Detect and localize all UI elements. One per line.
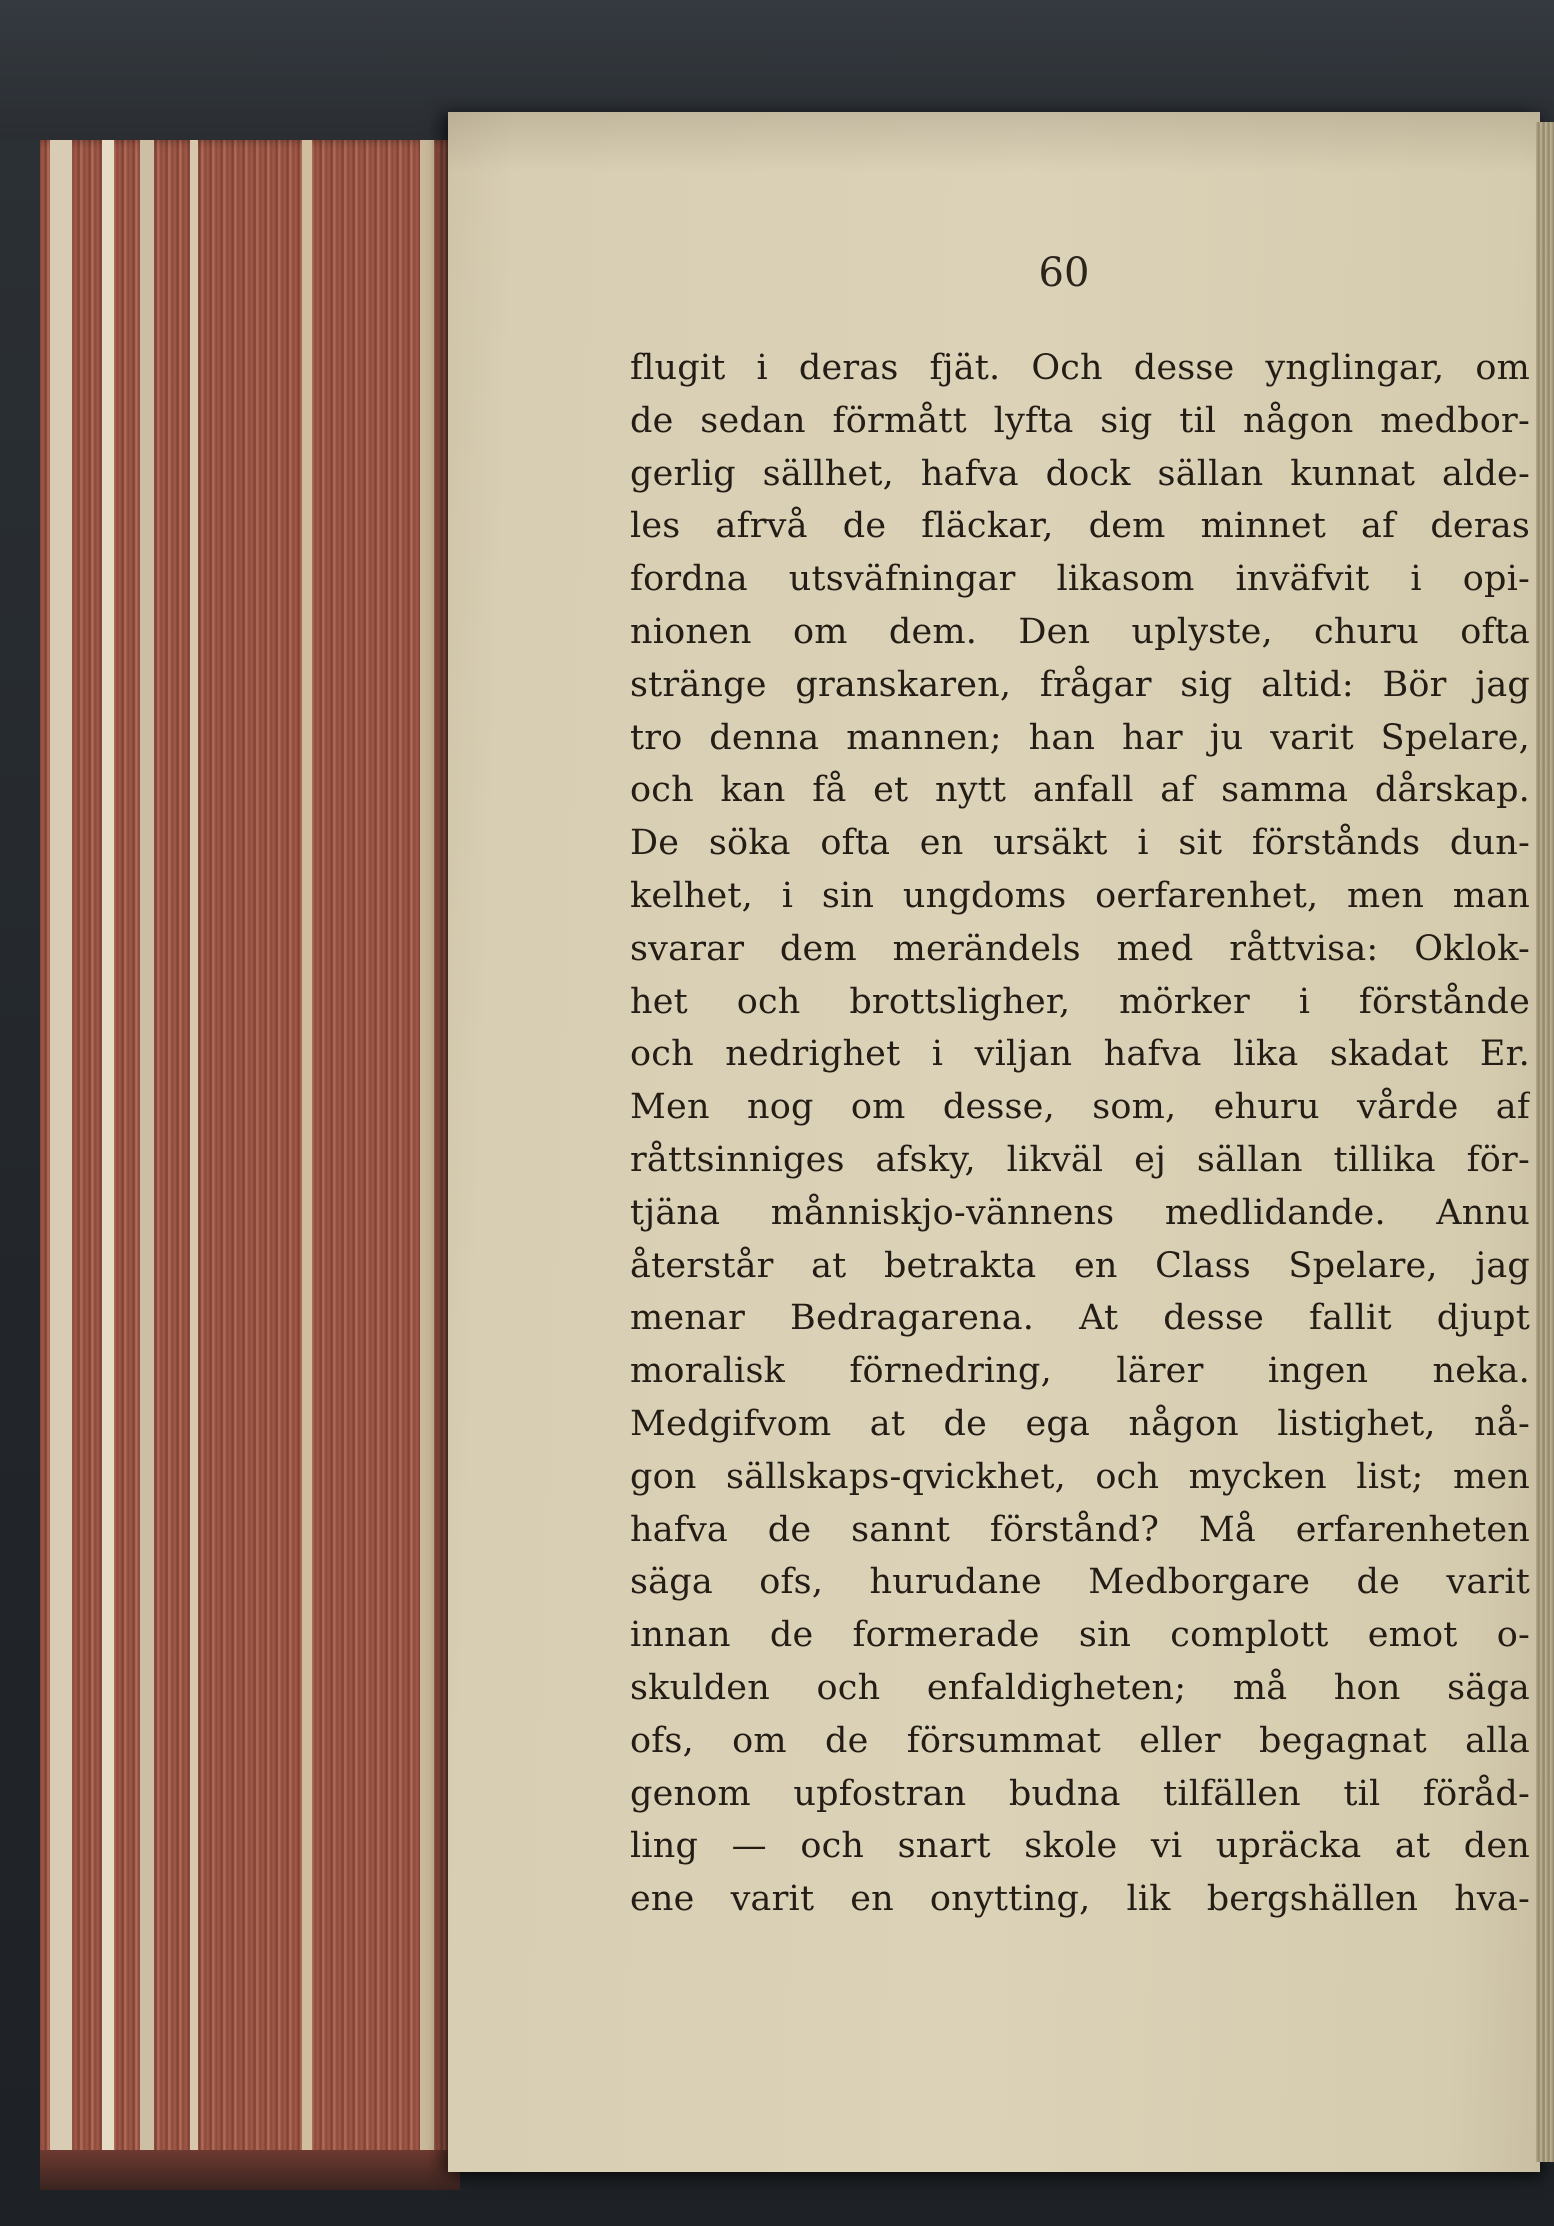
text-line: innan de formerade sin complott emot o- xyxy=(630,1615,1530,1656)
text-line: flugit i deras fjät. Och desse ynglingar, om xyxy=(630,348,1530,388)
text-line: De söka ofta en ursäkt i sit förstånds dun- xyxy=(630,823,1530,864)
text-line: ling — och snart skole vi upräcka at den xyxy=(630,1826,1530,1867)
text-line: säga ofs, hurudane Medborgare de varit xyxy=(630,1562,1530,1603)
text-line: moralisk förnedring, lärer ingen neka. xyxy=(630,1351,1530,1392)
text-line: återstår at betrakta en Class Spelare, jag xyxy=(630,1245,1530,1286)
facing-page-edges xyxy=(1536,122,1554,2162)
page-body-text xyxy=(630,342,1530,1926)
book-bottom-edge xyxy=(40,2150,460,2190)
text-line: stränge granskaren, frågar sig altid: Bör jag xyxy=(630,664,1530,705)
page-number: 60 xyxy=(1038,250,1090,296)
text-line: gon sällskaps-qvickhet, och mycken list; men xyxy=(630,1456,1530,1497)
text-line: hafva de sannt förstånd? Må erfarenheten xyxy=(630,1509,1530,1550)
text-line: tro denna mannen; han har ju varit Spelare, xyxy=(630,717,1530,758)
text-line: les afrvå de fläckar, dem minnet af deras xyxy=(630,506,1530,547)
text-line: råttsinniges afsky, likväl ej sällan tillika för- xyxy=(630,1139,1530,1180)
text-line: ofs, om de försummat eller begagnat alla xyxy=(630,1720,1530,1761)
page-edge-band xyxy=(102,140,114,2170)
page-edge-band xyxy=(420,140,434,2170)
page-edge-band xyxy=(190,140,198,2170)
text-line: ene varit en onytting, lik bergshällen hva- xyxy=(630,1879,1530,1920)
book-page xyxy=(448,112,1540,2172)
text-line: nionen om dem. Den uplyste, churu ofta xyxy=(630,611,1530,652)
book-page-edges xyxy=(40,140,460,2170)
text-line: skulden och enfaldigheten; må hon säga xyxy=(630,1667,1530,1708)
text-line: het och brottsligher, mörker i förstånde xyxy=(630,981,1530,1022)
text-line: genom upfostran budna tilfällen til föråd- xyxy=(630,1773,1530,1814)
text-line: de sedan förmått lyfta sig til någon medbor- xyxy=(630,400,1530,441)
text-line: Medgifvom at de ega någon listighet, nå- xyxy=(630,1403,1530,1444)
text-line: gerlig sällhet, hafva dock sällan kunnat alde- xyxy=(630,453,1530,494)
text-line: och kan få et nytt anfall af samma dårskap. xyxy=(630,770,1530,811)
text-line: tjäna månniskjo-vännens medlidande. Annu xyxy=(630,1192,1530,1233)
page-edge-band xyxy=(50,140,72,2170)
text-line: menar Bedragarena. At desse fallit djupt xyxy=(630,1298,1530,1339)
text-line: fordna utsväfningar likasom inväfvit i opi- xyxy=(630,559,1530,600)
page-edge-band xyxy=(302,140,312,2170)
text-line: och nedrighet i viljan hafva lika skadat Er. xyxy=(630,1034,1530,1075)
text-line: svarar dem merändels med råttvisa: Oklok- xyxy=(630,928,1530,969)
page-edge-band xyxy=(140,140,154,2170)
text-line: Men nog om desse, som, ehuru vårde af xyxy=(630,1087,1530,1128)
text-line: kelhet, i sin ungdoms oerfarenhet, men man xyxy=(630,875,1530,916)
